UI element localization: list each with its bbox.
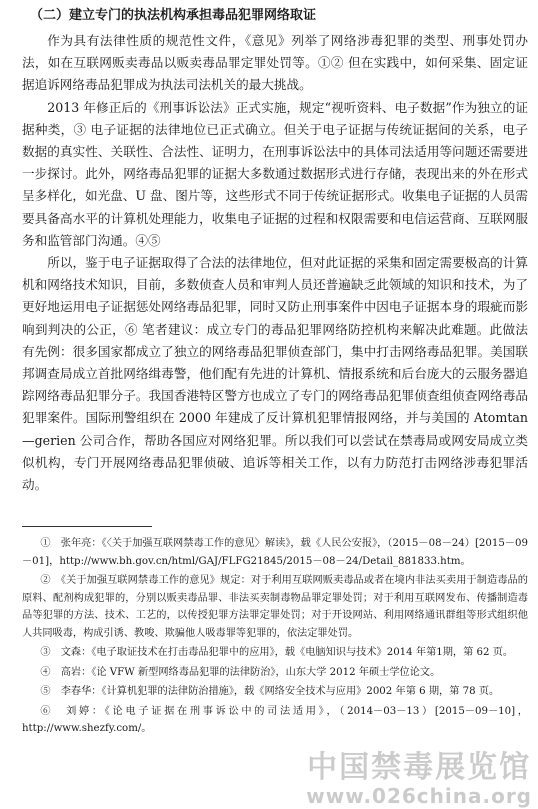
footnote-4: ④ 高岩：《论 VFW 新型网络毒品犯罪的法律防治》，山东大学 2012 年硕士学位论文。 <box>40 666 441 678</box>
watermark-title: 中国禁毒展览馆 <box>307 750 532 785</box>
footnote-2: ② 《关于加强互联网禁毒工作的意见》规定：对于利用互联网贩卖毒品或者在境内非法买卖用于制造毒品的原料、配剂构成犯罪的，分别以贩卖毒品罪、非法买卖制毒物品罪定罪处罚；对于利用互联网发布、传播制造毒品等犯罪的方法、技术、工艺的，以传授犯罪方法罪定罪处罚；对于开设网站、利用网络通讯群组等形式组织他人共同吸毒，构成引诱、教唆、欺骗他人吸毒罪等犯罪的，依法定罪处罚。 <box>22 575 528 639</box>
watermark-logo <box>306 751 532 807</box>
body-paragraph-3: 所以，鉴于电子证据取得了合法的法律地位，但对此证据的采集和固定需要极高的计算机和网络技术知识，目前，多数侦查人员和审判人员还普遍缺乏此领域的知识和技术，为了更好地运用电子证据惩处网络毒品犯罪，同时又防止刑事案件中因电子证据本身的瑕疵而影响到判决的公正，⑥ 笔者建议：成立专门的毒品犯罪网络防控机构来解决此难题。此做法有先例：很多国家都成立了独立的网络毒品犯罪侦查部门，集中打击网络毒品犯罪。美国联邦调查局成立首批网络缉毒警，他们配有先进的计算机、情报系统和后台庞大的云服务器追踪网络毒品犯罪分子。我国香港特区警方也成立了专门的网络毒品犯罪侦查组侦查网络毒品犯罪案件。国际刑警组织在 2000 年建成了反计算机犯罪情报网络，并与美国的 Atomtan—gerien 公司合作，帮助各国应对网络犯罪。所以我们可以尝试在禁毒局或网安局成立类似机构，专门开展网络毒品犯罪侦破、追诉等相关工作，以有力防范打击网络涉毒犯罪活动。 <box>22 255 528 493</box>
footnote-6: ⑥ 刘婷：《论电子证据在刑事诉讼中的司法适用》，（2014－03－13）[2015－09－10]，http://www.shezfy.com/。 <box>22 705 528 735</box>
section-heading: （二）建立专门的执法机构承担毒品犯罪网络取证 <box>30 8 317 23</box>
watermark-url: www.026china.org <box>306 784 532 808</box>
footnote-divider <box>22 526 152 527</box>
footnote-1: ① 张年亮：《〈关于加强互联网禁毒工作的意见〉解读》，载《人民公安报》，（2015－08－24）[2015－09－01]，http://www.bh.gov.cn/html/GAJ/FLFG21845/2015－08－24/Detail_881833.htm。 <box>22 538 528 567</box>
article-page <box>22 6 528 740</box>
footnote-5: ⑤ 李春华：《计算机犯罪的法律防治措施》，载《网络安全技术与应用》2002 年第 6 期，第 78 页。 <box>40 686 500 698</box>
body-paragraph-2: 2013 年修正后的《刑事诉讼法》正式实施，规定“视听资料、电子数据”作为独立的证据种类，③ 电子证据的法律地位已正式确立。但关于电子证据与传统证据间的关系，电子数据的真实性、关联性、合法性、证明力，在刑事诉讼法中的具体司法适用等问题还需要进一步探讨。此外，网络毒品犯罪的证据大多数通过数据形式进行存储，表现出来的外在形式呈多样化，如光盘、U 盘、图片等，这些形式不同于传统证据形式。收集电子证据的人员需要具备高水平的计算机处理能力，收集电子证据的过程和权限需要和电信运营商、互联网服务和监管部门沟通。④⑤ <box>22 99 528 248</box>
footnote-3: ③ 文森：《电子取证技术在打击毒品犯罪中的应用》，载《电脑知识与技术》2014 年第1期，第 62 页。 <box>40 647 514 659</box>
body-paragraph-1: 作为具有法律性质的规范性文件，《意见》列举了网络涉毒犯罪的类型、刑事处罚办法，如在互联网贩卖毒品以贩卖毒品罪定罪处罚等。①② 但在实践中，如何采集、固定证据追诉网络毒品犯罪成为执法司法机关的最大挑战。 <box>22 33 528 93</box>
